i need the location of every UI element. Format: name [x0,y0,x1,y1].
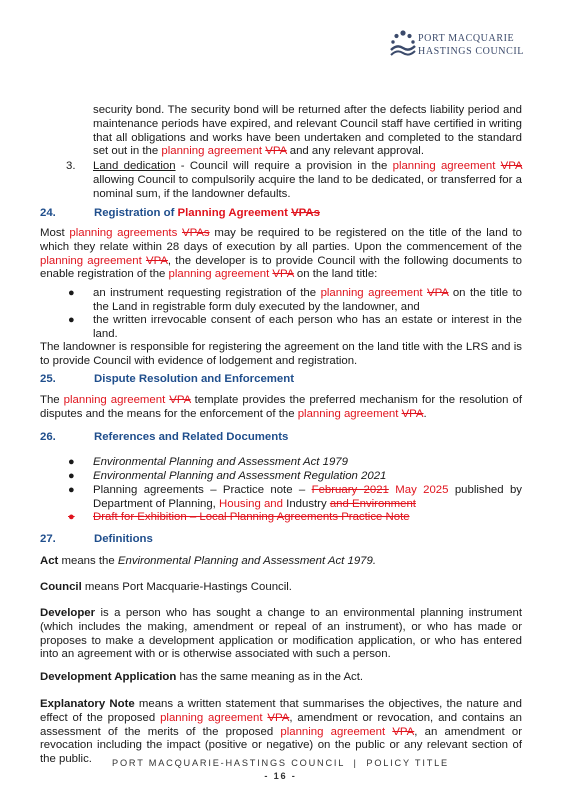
reference-item: Planning agreements – Practice note – February 2021 May 2025 published by Department of Planning, Housing and Industry and Environment [93,484,522,510]
section-25-paragraph: The planning agreement VPA template provides the preferred mechanism for the resolution of disputes and the means for the enforcement of the planning agreement VPA. [40,394,522,420]
logo-line-1: PORT MACQUARIE [418,33,515,44]
landowner-paragraph: The landowner is responsible for registering the agreement on the land title with the LRS and is to provide Council with evidence of lodgement and registration. [40,341,522,367]
footer-title: PORT MACQUARIE-HASTINGS COUNCIL | POLICY TITLE [112,758,449,768]
land-dedication-paragraph: Land dedication - Council will require a provision in the planning agreement VPA allowing Council to compulsorily acquire the land to be dedicated, or transferred for a nominal sum, if the landowner defaults. [93,160,522,200]
reference-item: Environmental Planning and Assessment Regulation 2021 [93,470,387,482]
section-24-paragraph: Most planning agreements VPAs may be required to be registered on the title of the land to which they relate within 28 days of execution by all parties. Upon the commencement of the planning agreement VPA, the developer is to provide Council with the following documents to enable registration of the planning agreement VPA on the land title: [40,227,523,281]
registration-document-item: the written irrevocable consent of each person who has an estate or interest in the land. [93,314,522,340]
definition-development-application: Development Application has the same meaning as in the Act. [40,671,364,683]
bullet-icon: ● [68,484,75,496]
reference-item: Environmental Planning and Assessment Act 1979 [93,456,348,468]
reference-item-deleted: Draft for Exhibition – Local Planning Agreements Practice Note [93,511,410,523]
council-logo [390,28,540,64]
logo-line-2: HASTINGS COUNCIL [418,46,524,57]
item-number-3: 3. [66,160,76,172]
bullet-icon: ● [68,456,75,468]
bullet-icon: ● [68,287,75,299]
definition-explanatory-note: Explanatory Note means a written statement that summarises the objectives, the nature and effect of the proposed planning agreement VPA, amendment or revocation, and contains an assessment of the merits of the proposed planning agreement VPA, an amendment or revocation including the impact (positive or negative) on the public or any relevant section of the public. [40,698,522,766]
security-bond-paragraph: security bond. The security bond will be returned after the defects liability period and maintenance periods have expired, and relevant Council staff have certified in writing that all obligations and works have been undertaken and completed to the standard set out in the planning agreement VPA and any relevant approval. [93,104,522,158]
bullet-icon: ● [68,314,75,326]
bullet-icon: ● [68,511,75,523]
bullet-icon: ● [68,470,75,482]
council-logo-icon [390,28,416,58]
page-number: - 16 - [264,771,297,781]
document-page: PORT MACQUARIE HASTINGS COUNCIL security bond. The security bond will be returned after the defects liability period and maintenance periods have expired, and relevant Council staff have certified in writing that all obligations and works have been undertaken and completed to the standard set out in the planning agreement VPA and any relevant approval. 3. Land dedication - Council will require a provision in the planning agreement VPA allowing Council to compulsorily acquire the land to be dedicated, or transferred for a nominal sum, if the landowner defaults. 24. Registration of Planning Agreement VPAs Most planning agreements VPAs may be required to be registered on the title of the land to which they relate within 28 days of execution by all parties. Upon the commencement of the planning agreement VPA, the developer is to provide Council with the following documents to enable registration of the planning agreement VPA on the land title: ● an instrument requesting registration of the planning agreement VPA on the title to the Land in registrable form duly executed by the landowner, and ● the written irrevocable consent of each person who has an estate or interest in the land. The landowner is responsible for registering the agreement on the land title with the LRS and is to provide Council with evidence of lodgement and registration. 25. Dispute Resolution and Enforcement The planning agreement VPA template provides the preferred mechanism for the resolution of disputes and the means for the enforcement of the planning agreement VPA. 26. References and Related Documents ● Environmental Planning and Assessment Act 1979 ● Environmental Planning and Assessment Regulation 2021 ● Planning agreements – Practice note – February 2021 May 2025 published by Department of Planning, Housing and Industry and Environment ● Draft for Exhibition – Local Planning Agreements Practice Note 27. Definitions Act means the Environmental Planning and Assessment Act 1979. Council means Port Macquarie-Hastings Council. Developer is a person who has sought a change to an environmental planning instrument (which includes the making, amendment or repeal of an instrument), or who has made or proposes to make a development application or modification application, or who has entered into an agreement with or is otherwise associated with such a person. Development Application has the same meaning as in the Act. Explanatory Note means a written statement that summarises the objectives, the nature and effect of the proposed planning agreement VPA, amendment or revocation, and contains an assessment of the merits of the proposed planning agreement VPA, an amendment or revocation including the impact (positive or negative) on the public or any relevant section of the public. PORT MACQUARIE-HASTINGS COUNCIL | POLICY TITLE - 16 - [0,0,561,795]
definition-act: Act means the Environmental Planning and Assessment Act 1979. [40,555,377,567]
definition-developer: Developer is a person who has sought a change to an environmental planning instrument (which includes the making, amendment or repeal of an instrument), or who has made or proposes to make a development application or modification application, or who has entered into an agreement with or is otherwise associated with such a person. [40,607,522,661]
registration-document-item: an instrument requesting registration of the planning agreement VPA on the title to the Land in registrable form duly executed by the landowner, and [93,287,522,313]
definition-council: Council means Port Macquarie-Hastings Council. [40,581,292,593]
